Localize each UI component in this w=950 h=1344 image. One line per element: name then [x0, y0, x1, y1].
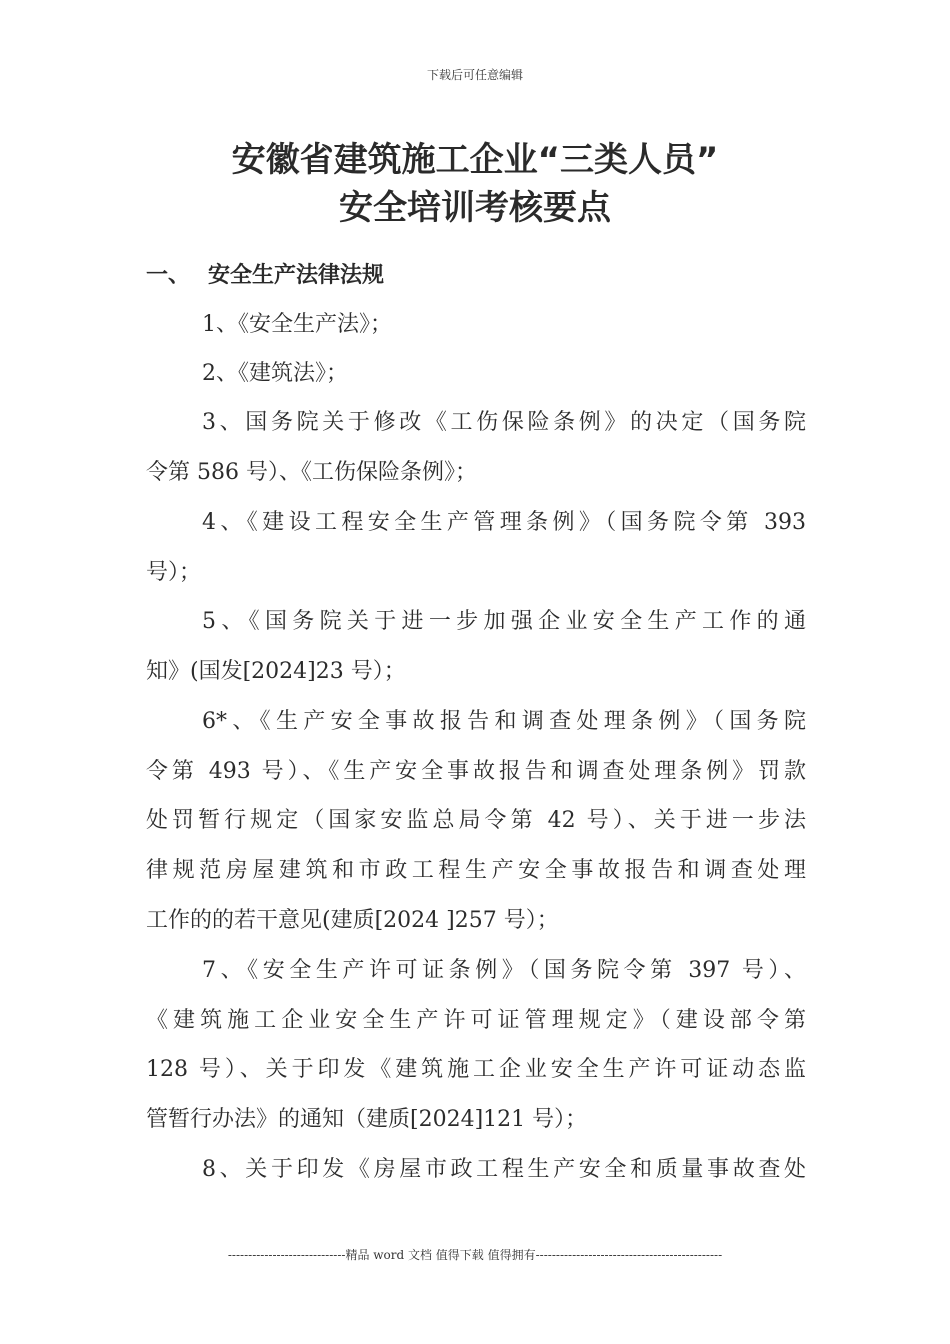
item-7-line-4: 管暂行办法》的通知（建质[2024]121 号）； [146, 1107, 588, 1132]
item-7-line-2: 《建筑施工企业安全生产许可证管理规定》（建设部令第 [146, 1008, 806, 1033]
document-title-line-2: 安全培训考核要点 [339, 188, 611, 228]
item-6-line-3: 处罚暂行规定（国家安监总局令第 42 号）、关于进一步法 [146, 808, 806, 833]
item-3-line-1: 3、国务院关于修改《工伤保险条例》的决定（国务院 [202, 410, 806, 435]
item-6-line-5: 工作的的若干意见(建质[2024 ]257 号）； [146, 908, 559, 933]
item-1-line-1: 1、《安全生产法》； [202, 312, 392, 337]
item-3-line-2: 令第 586 号）、《工伤保险条例》； [146, 460, 477, 485]
item-5-line-1: 5、《国务院关于进一步加强企业安全生产工作的通 [202, 609, 806, 634]
section-title: 安全生产法律法规 [208, 263, 385, 288]
item-7-line-1: 7、《安全生产许可证条例》（国务院令第 397 号）、 [202, 958, 806, 983]
item-6-line-1: 6*、《生产安全事故报告和调查处理条例》（国务院 [202, 709, 806, 734]
item-4-line-1: 4、《建设工程安全生产管理条例》（国务院令第 393 [202, 510, 806, 535]
header-note: 下载后可任意编辑 [426, 68, 523, 82]
document-title-line-1: 安徽省建筑施工企业“三类人员” [231, 140, 719, 180]
item-4-line-2: 号）； [146, 560, 202, 585]
item-5-line-2: 知》(国发[2024]23 号）； [146, 659, 406, 684]
section-number: 一、 [146, 263, 191, 288]
item-6-line-2: 令第 493 号）、《生产安全事故报告和调查处理条例》罚款 [146, 759, 806, 784]
item-6-line-4: 律规范房屋建筑和市政工程生产安全事故报告和调查处理 [146, 858, 806, 883]
footer-note: -----------------------------精品 word 文档 值得下载 值得拥有---------------------------------------------- [227, 1248, 723, 1262]
item-2-line-1: 2、《建筑法》； [202, 361, 348, 386]
item-8-line-1: 8、关于印发《房屋市政工程生产安全和质量事故查处 [202, 1157, 806, 1182]
section-heading [146, 258, 384, 289]
item-7-line-3: 128 号）、关于印发《建筑施工企业安全生产许可证动态监 [146, 1057, 806, 1082]
